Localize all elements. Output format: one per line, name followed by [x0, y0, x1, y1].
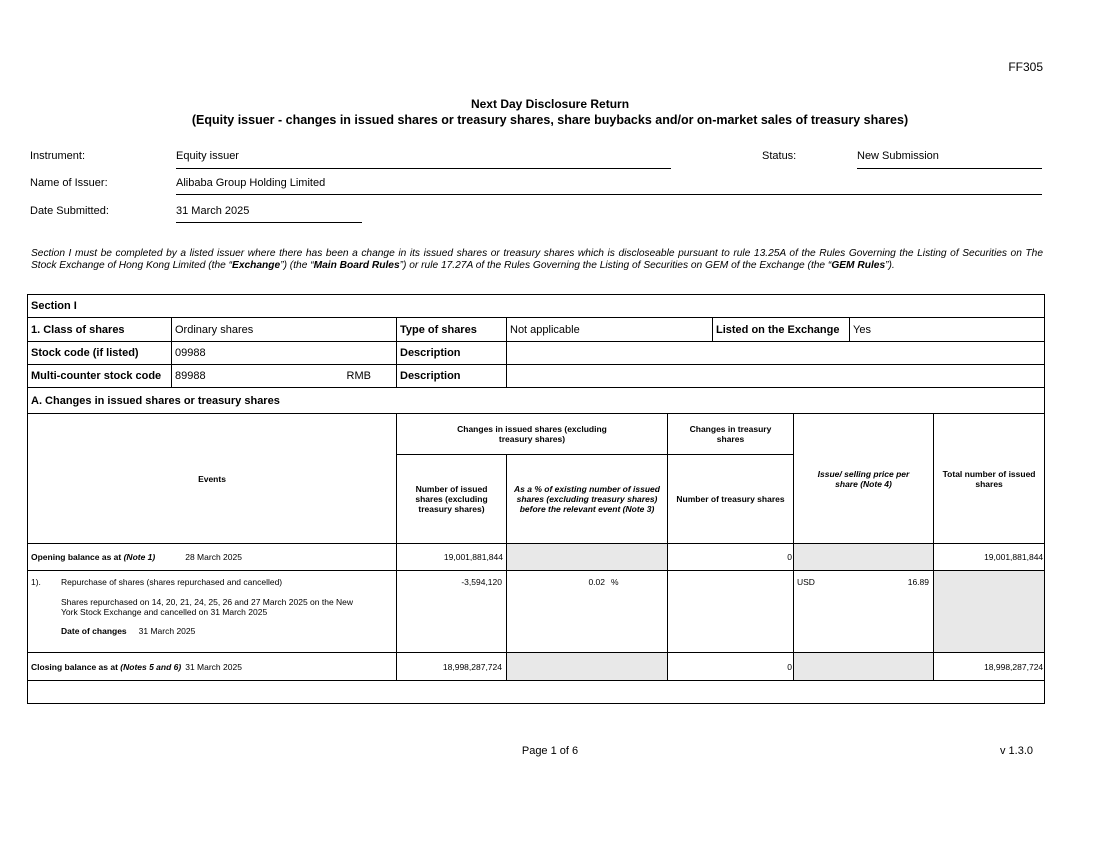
closing-date: 31 March 2025 — [185, 661, 242, 672]
opening-balance-row — [28, 544, 1045, 571]
event-issued: -3,594,120 — [397, 571, 507, 653]
num-issued-header: Number of issued shares (excluding treasury shares) — [397, 455, 507, 544]
events-header: Events — [28, 414, 397, 544]
event-currency: USD — [797, 577, 815, 587]
class-value: Ordinary shares — [172, 318, 397, 342]
closing-pct — [507, 653, 668, 681]
type-value: Not applicable — [507, 318, 713, 342]
event-description — [28, 571, 397, 653]
page-title: Next Day Disclosure Return — [470, 97, 630, 111]
opening-label: Opening balance as at (Note 1) 28 March 2025 — [28, 544, 397, 571]
stock-code-label: Stock code (if listed) — [28, 342, 172, 365]
instrument-label: Instrument: — [30, 150, 86, 162]
stock-code-value: 09988 — [172, 342, 397, 365]
opening-price — [794, 544, 934, 571]
form-code: FF305 — [1008, 60, 1043, 74]
opening-total: 19,001,881,844 — [934, 544, 1045, 571]
page-number: Page 1 of 6 — [521, 745, 579, 757]
page-subtitle: (Equity issuer - changes in issued shares or treasury shares, share buybacks and/or on-market sales of treasury shares) — [191, 113, 909, 127]
multi-counter-label: Multi-counter stock code — [28, 365, 172, 388]
issuer-label: Name of Issuer: — [30, 177, 108, 189]
type-label: Type of shares — [397, 318, 507, 342]
class-label: 1. Class of shares — [28, 318, 172, 342]
event-price — [794, 571, 934, 653]
closing-treasury: 0 — [668, 653, 794, 681]
closing-price — [794, 653, 934, 681]
price-header: Issue/ selling price per share (Note 4) — [794, 414, 934, 544]
section-title: Section I — [28, 295, 1045, 318]
date-value: 31 March 2025 — [176, 205, 362, 223]
status-value: New Submission — [857, 150, 1042, 169]
blank-row — [28, 681, 1045, 704]
version-label: v 1.3.0 — [999, 745, 1033, 757]
event-row — [28, 571, 1045, 653]
section-table — [27, 294, 1045, 704]
instrument-value: Equity issuer — [176, 150, 671, 169]
multi-counter-currency: RMB — [346, 370, 371, 382]
event-title: Repurchase of shares (shares repurchased and cancelled) — [61, 577, 283, 587]
closing-label: Closing balance as at (Notes 5 and 6) 31 March 2025 — [28, 653, 397, 681]
event-date-value: 31 March 2025 — [138, 626, 196, 636]
opening-date: 28 March 2025 — [185, 552, 242, 562]
event-date-label: Date of changes — [61, 626, 127, 636]
description-label: Description — [397, 342, 507, 365]
event-number: 1). — [31, 577, 41, 587]
status-label: Status: — [762, 150, 797, 162]
pct-existing-header: As a % of existing number of issued shares (excluding treasury shares) before the relevant event (Note 3) — [507, 455, 668, 544]
num-treasury-header: Number of treasury shares — [668, 455, 794, 544]
event-total — [934, 571, 1045, 653]
event-detail: Shares repurchased on 14, 20, 21, 24, 25, 26 and 27 March 2025 on the New York Stock Exchange and cancelled on 31 March 2025 — [61, 597, 354, 617]
opening-treasury: 0 — [668, 544, 794, 571]
date-label: Date Submitted: — [30, 205, 109, 217]
multi-counter-value: 89988 RMB — [172, 365, 397, 388]
listed-value: Yes — [850, 318, 1045, 342]
event-price-value: 16.89 — [907, 577, 929, 587]
closing-issued: 18,998,287,724 — [397, 653, 507, 681]
total-header: Total number of issued shares — [934, 414, 1045, 544]
opening-issued: 19,001,881,844 — [397, 544, 507, 571]
description-value-2 — [507, 365, 1045, 388]
closing-total: 18,998,287,724 — [934, 653, 1045, 681]
description-label-2: Description — [397, 365, 507, 388]
changes-treasury-header: Changes in treasury shares — [668, 414, 794, 455]
event-pct: 0.02 % — [507, 571, 668, 653]
changes-issued-header: Changes in issued shares (excluding treasury shares) — [397, 414, 668, 455]
closing-balance-row — [28, 653, 1045, 681]
listed-label: Listed on the Exchange — [713, 318, 850, 342]
opening-pct — [507, 544, 668, 571]
part-a-title: A. Changes in issued shares or treasury shares — [28, 388, 1045, 414]
event-treasury — [668, 571, 794, 653]
intro-paragraph: Section I must be completed by a listed issuer where there has been a change in its issued shares or treasury shares which is discloseable pursuant to rule 13.25A of the Rules Governing the Listing of Securities on The Stock Exchange of Hong Kong Limited (the “Exchange”) (the “Main Board Rules”) or rule 17.27A of the Rules Governing the Listing of Securities on GEM of the Exchange (the “GEM Rules”). — [31, 248, 1043, 271]
issuer-value: Alibaba Group Holding Limited — [176, 177, 1042, 195]
description-value — [507, 342, 1045, 365]
